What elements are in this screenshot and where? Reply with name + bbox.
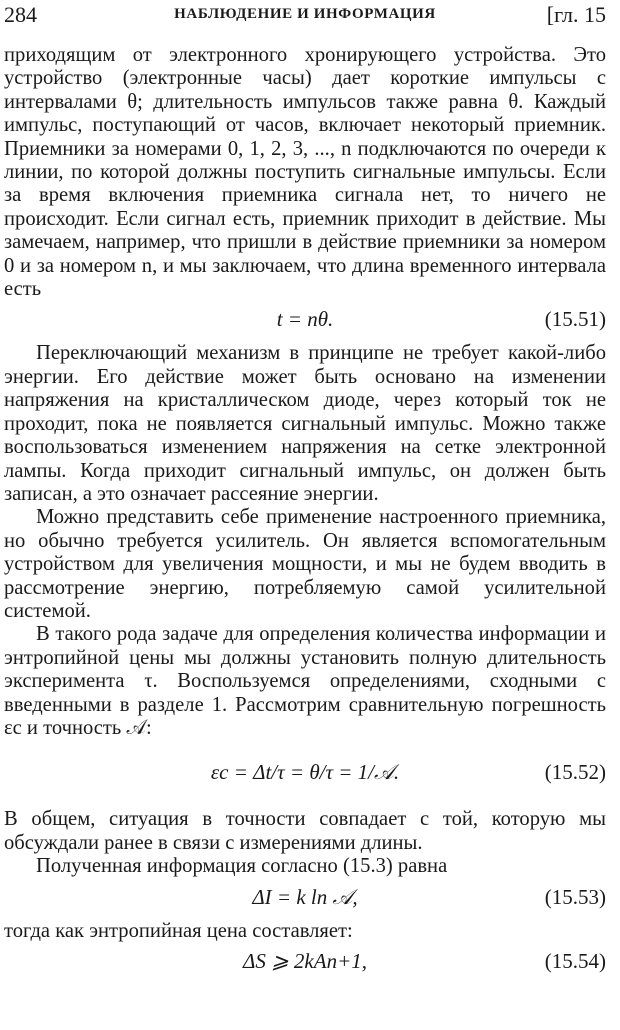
- equation-15-53: [4, 884, 606, 914]
- equation-expression: ΔI = k ln 𝒜,: [252, 884, 358, 909]
- paragraph-amplifier: Можно представить себе применение настроенного приемника, но обычно требуется усилитель. Он является вспомогательным устройством для увеличения мощности, и мы не будем вводить в рассмотрение энергию, потребляемую самой усилительной системой.: [4, 506, 606, 622]
- equation-number: (15.54): [544, 949, 606, 973]
- page-header: [4, 2, 606, 32]
- equation-15-52: [4, 746, 606, 802]
- paragraph-situation: В общем, ситуация в точности совпадает с той, которую мы обсуждали ранее в связи с измерениями длины.: [4, 808, 606, 854]
- paragraph-definitions: В такого рода задаче для определения количества информации и энтропийной цены мы должны установить полную длительность эксперимента τ. Воспользуемся определениями, сходными с введенными в разделе 1. Рассмотрим сравнительную погрешность εc и точность 𝒜:: [4, 623, 606, 739]
- equation-15-51: [4, 306, 606, 336]
- equation-number: (15.52): [544, 760, 606, 785]
- equation-expression: t = nθ.: [276, 307, 334, 332]
- paragraph-entropy-cost: тогда как энтропийная цена составляет:: [4, 919, 353, 942]
- page-body: [4, 44, 606, 984]
- equation-15-54: [4, 948, 606, 978]
- equation-number: (15.51): [544, 307, 606, 332]
- equation-expression: ΔS ⩾ 2kAn+1,: [243, 949, 367, 973]
- paragraph-switching: Переключающий механизм в принципе не требует какой-либо энергии. Его действие может быть основано на изменении напряжения на кристаллическом диоде, через который ток не проходит, пока не появляется сигнальный импульс. Можно также воспользоваться изменением напряжения на сетке электронной лампы. Когда приходит сигнальный импульс, он должен быть записан, а это означает рассеяние энергии.: [4, 342, 606, 505]
- equation-expression: εc = Δt/τ = θ/τ = 1/𝒜.: [210, 760, 400, 785]
- paragraph-continuation: приходящим от электронного хронирующего устройства. Это устройство (электронные часы) дает короткие импульсы с интервалами θ; длительность импульсов также равна θ. Каждый импульс, поступающий от часов, включает некоторый приемник. Приемники за номерами 0, 1, 2, 3, ..., n подключаются по очереди к линии, по которой должны поступить сигнальные импульсы. Если за время включения приемника сигнала нет, то ничего не происходит. Если сигнал есть, приемник приходит в действие. Мы замечаем, например, что пришли в действие приемники за номером 0 и за номером n, и мы заключаем, что длина временного интервала есть: [4, 44, 606, 301]
- equation-number: (15.53): [544, 884, 606, 909]
- paragraph-information: Полученная информация согласно (15.3) равна: [36, 855, 448, 878]
- chapter-reference: [гл. 15: [546, 2, 606, 27]
- page-number: 284: [4, 2, 37, 27]
- running-title: НАБЛЮДЕНИЕ И ИНФОРМАЦИЯ: [174, 6, 436, 22]
